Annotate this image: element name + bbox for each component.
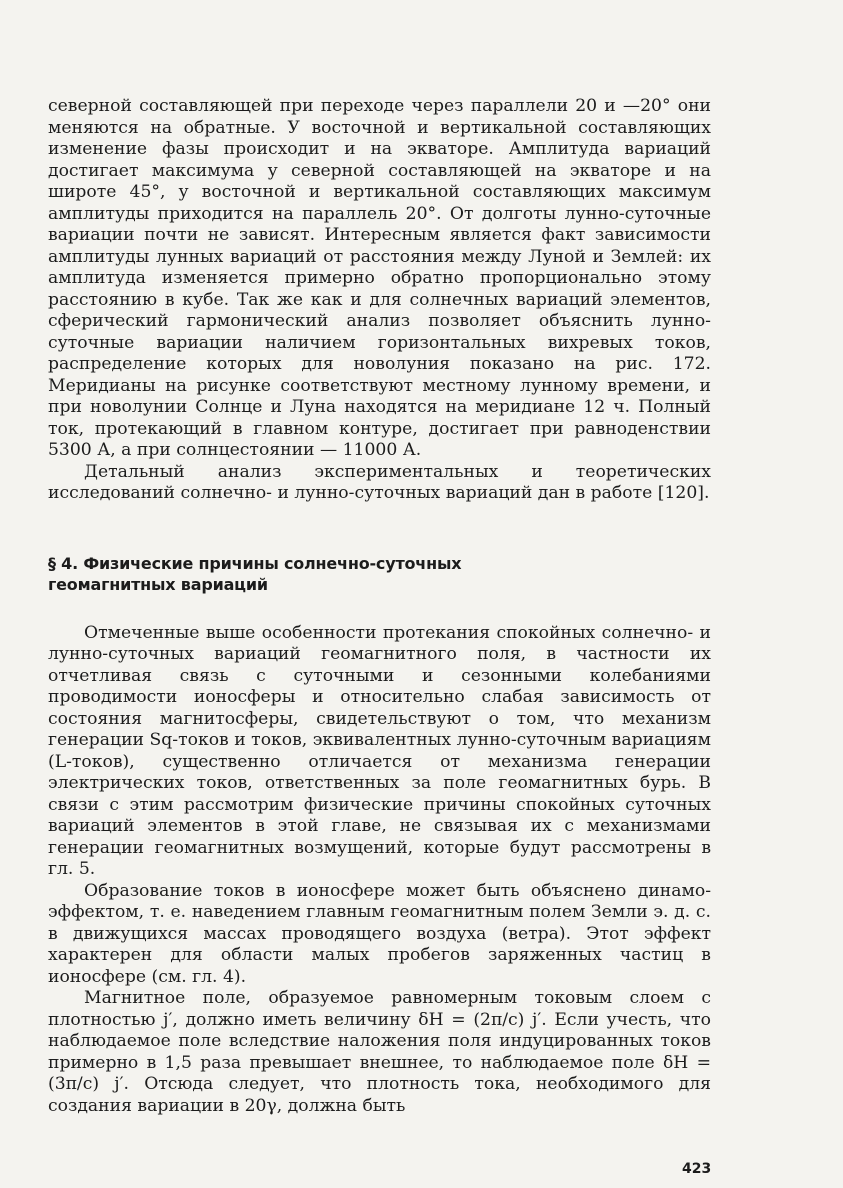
section-heading-line-2: геомагнитных вариаций — [48, 574, 268, 594]
paragraph-dynamo-effect: Образование токов в ионосфере может быть объяснено динамо-эффектом, т. е. наведением главным геомагнитным полем Земли э. д. с. в движущихся массах проводящего воздуха (ветра). Этот эффект характерен для области малых пробегов заряженных частиц в ионосфере (см. гл. 4). — [48, 880, 711, 987]
paragraph-continuation: северной составляющей при переходе через параллели 20 и —20° они меняются на обратные. У восточной и вертикальной составляющих изменение фазы происходит и на экваторе. Амплитуда вариаций достигает максимума у северной составляющей на экваторе и на широте 45°, у восточной и вертикальной составляющих максимум амплитуды приходится на параллель 20°. От долготы лунно-суточные вариации почти не зависят. Интересным является факт зависимости амплитуды лунных вариаций от расстояния между Луной и Землей: их амплитуда изменяется примерно обратно пропорционально этому расстоянию в кубе. Так же как и для солнечных вариаций элементов, сферический гармонический анализ позволяет объяснить лунно-суточные вариации наличием горизонтальных вихревых токов, распределение которых для новолуния показано на рис. 172. Меридианы на рисунке соответствуют местному лунному времени, и при новолунии Солнце и Луна находятся на меридиане 12 ч. Полный ток, протекающий в главном контуре, достигает при равноденствии 5300 А, а при солнцестоянии — 11000 А. — [48, 96, 711, 460]
page-number: 423 — [682, 1161, 712, 1177]
section-heading-line-1: § 4. Физические причины солнечно-суточных — [48, 553, 462, 573]
paragraph-detailed-analysis: Детальный анализ экспериментальных и теоретических исследований солнечно- и лунно-суточных вариаций дан в работе [120]. — [48, 461, 711, 503]
page-body — [48, 96, 711, 1117]
section-heading — [48, 553, 711, 595]
paragraph-magnetic-field: Магнитное поле, образуемое равномерным токовым слоем с плотностью j′, должно иметь величину δH = (2π/c) j′. Если учесть, что наблюдаемое поле вследствие наложения поля индуцированных токов примерно в 1,5 раза превышает внешнее, то наблюдаемое поле δH = (3π/c) j′. Отсюда следует, что плотность тока, необходимого для создания вариации в 20γ, должна быть — [48, 988, 711, 1116]
paragraph-features: Отмеченные выше особенности протекания спокойных солнечно- и лунно-суточных вариаций геомагнитного поля, в частности их отчетливая связь с суточными и сезонными колебаниями проводимости ионосферы и относительно слабая зависимость от состояния магнитосферы, свидетельствуют о том, что механизм генерации Sq-токов и токов, эквивалентных лунно-суточным вариациям (L-токов), существенно отличается от механизма генерации электрических токов, ответственных за поле геомагнитных бурь. В связи с этим рассмотрим физические причины спокойных суточных вариаций элементов в этой главе, не связывая их с механизмами генерации геомагнитных возмущений, которые будут рассмотрены в гл. 5. — [48, 622, 711, 879]
